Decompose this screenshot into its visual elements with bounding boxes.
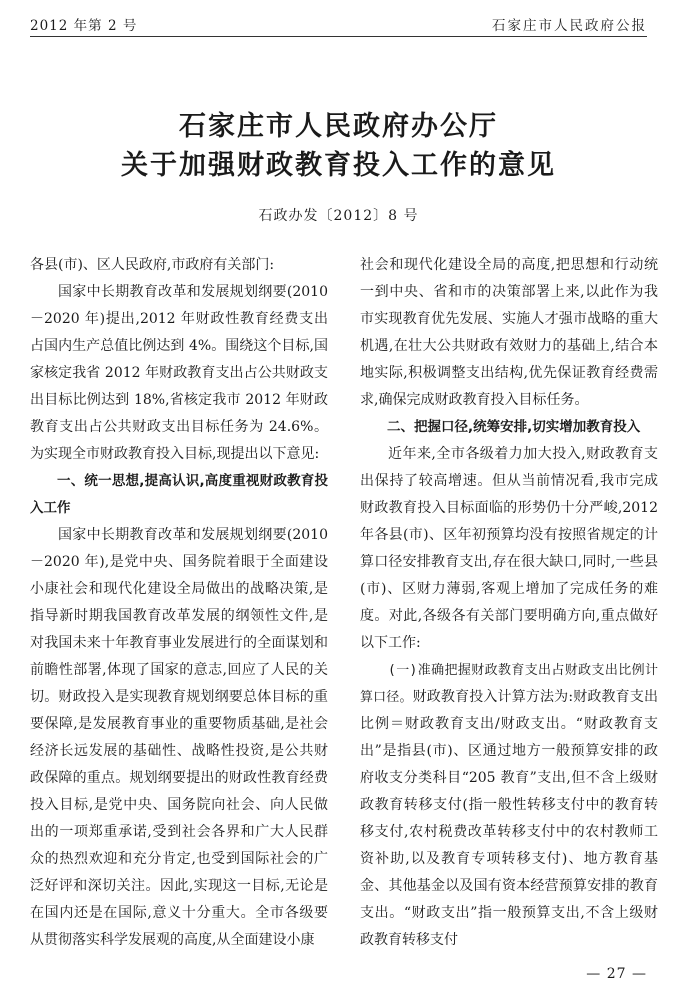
subsection-1-heading: (一)准确把握财政教育支出占财政支出比例计算口径。 [360, 663, 658, 705]
section-heading-1: 一、统一思想,提高认识,高度重视财政教育投入工作 [30, 473, 328, 516]
header-rule [30, 36, 647, 37]
running-header [30, 14, 647, 36]
publication-name: 石家庄市人民政府公报 [492, 18, 647, 34]
section-2-paragraph: 近年来,全市各级着力加大投入,财政教育支出保持了较高增速。但从当前情况看,我市完成财政教育投入目标面临的形势仍十分严峻,2012 年各县(市)、区年初预算均没有按照省规定的计算口径安排教育支出,存在很大缺口,同时,一些县(市)、区财力薄弱,客观上增加了完成任务的难度。对此,各级各有关部门要明确方向,重点做好以下工作: [360, 446, 658, 651]
text-column-left [30, 252, 328, 954]
subsection-1-paragraph: (一)准确把握财政教育支出占财政支出比例计算口径。财政教育投入计算方法为:财政教育支出比例＝财政教育支出/财政支出。“财政教育支出”是指县(市)、区通过地方一般预算安排的政府收支分类科目“205 教育”支出,但不含上级财政教育转移支付(指一般性转移支付中的教育转移支付,农村税费改革转移支付中的农村教师工资补助,以及教育专项转移支付)、地方教育基金、其他基金以及国有资本经营预算安排的教育支出。“财政支出”指一般预算支出,不含上级财政教育转移支付 [360, 663, 658, 948]
intro-paragraph: 国家中长期教育改革和发展规划纲要(2010－2020 年)提出,2012 年财政性教育经费支出占国内生产总值比例达到 4%。围绕这个目标,国家核定我省 2012 年财政教育支出占公共财政支出目标比例达到 18%,省核定我市 2012 年财政教育支出占公共财政支出目标任务为 24.6%。为实现全市财政教育投入目标,现提出以下意见: [30, 284, 328, 462]
text-column-right [360, 252, 658, 954]
document-title-line2: 关于加强财政教育投入工作的意见 [121, 150, 556, 181]
issue-label: 2012 年第 2 号 [30, 18, 138, 34]
section-1-paragraph: 国家中长期教育改革和发展规划纲要(2010－2020 年),是党中央、国务院着眼于全面建设小康社会和现代化建设全局做出的战略决策,是指导新时期我国教育改革发展的纲领性文件,是对我国未来十年教育事业发展进行的全面谋划和前瞻性部署,体现了国家的意志,回应了人民的关切。财政投入是实现教育规划纲要总体目标的重要保障,是发展教育事业的重要物质基础,是社会经济长远发展的基础性、战略性投资,是公共财政保障的重点。规划纲要提出的财政性教育经费投入目标,是党中央、国务院向社会、向人民做出的一项郑重承诺,受到社会各界和广大人民群众的热烈欢迎和充分肯定,也受到国际社会的广泛好评和深切关注。因此,实现这一目标,无论是在国内还是在国际,意义十分重大。全市各级要从贯彻落实科学发展观的高度,从全面建设小康 [30, 527, 328, 948]
section-1-paragraph-continued: 社会和现代化建设全局的高度,把思想和行动统一到中央、省和市的决策部署上来,以此作为我市实现教育优先发展、实施人才强市战略的重大机遇,在壮大公共财政有效财力的基础上,结合本地实际,积极调整支出结构,优先保证教育经费需求,确保完成财政教育投入目标任务。 [360, 257, 658, 408]
document-title-line1: 石家庄市人民政府办公厅 [179, 111, 498, 142]
section-heading-2: 二、把握口径,统筹安排,切实增加教育投入 [387, 419, 641, 435]
document-number: 石政办发〔2012〕8 号 [258, 208, 419, 224]
salutation: 各县(市)、区人民政府,市政府有关部门: [30, 257, 275, 273]
page-number: — 27 — [586, 966, 647, 982]
